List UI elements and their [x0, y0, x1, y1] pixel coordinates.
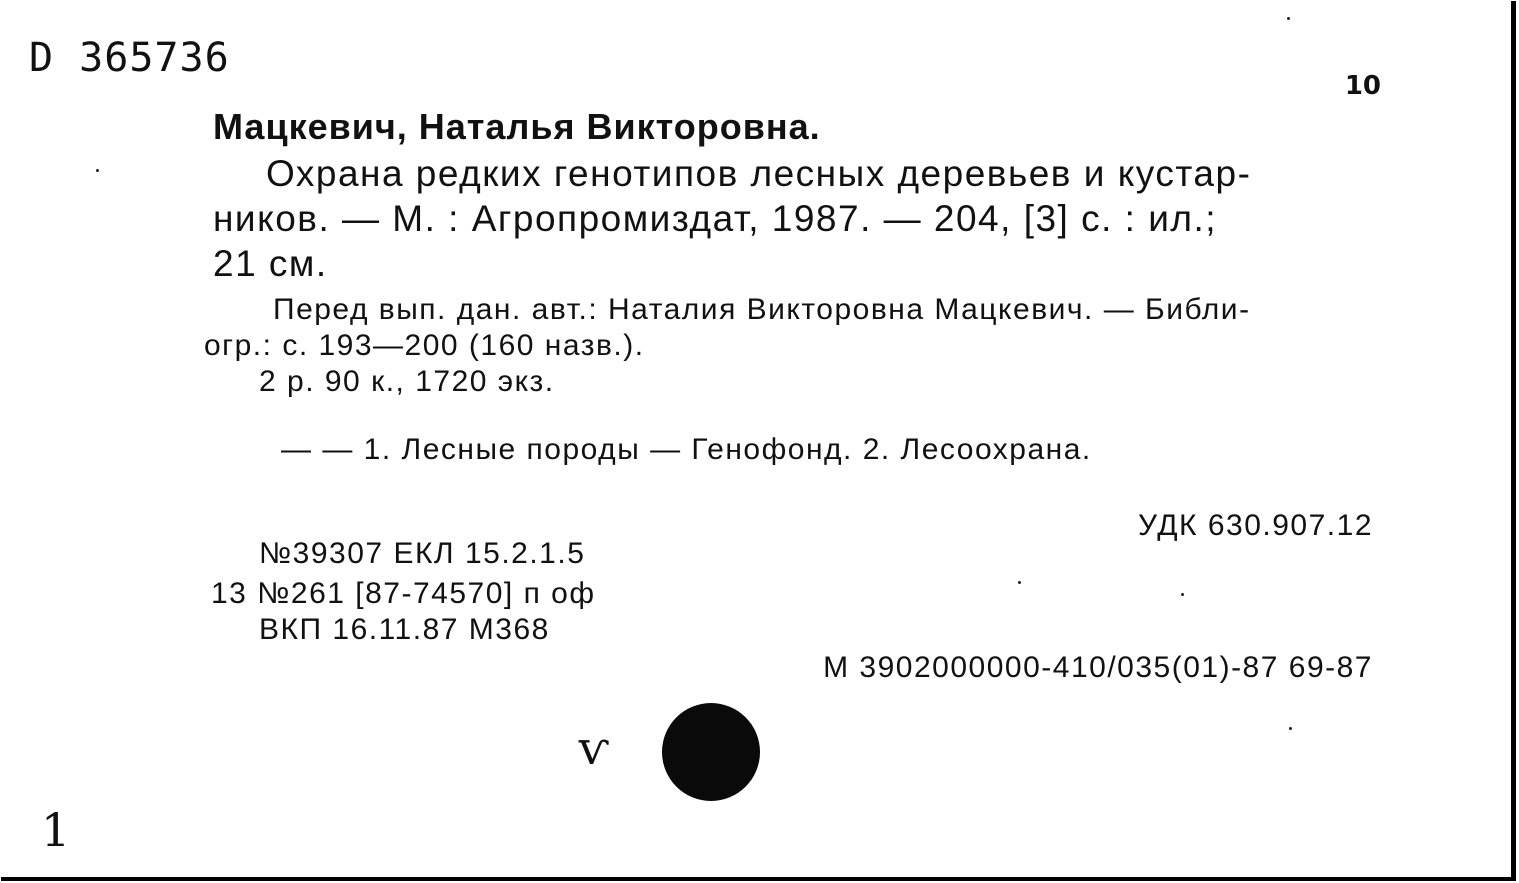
title-line-1: Охрана редких генотипов лесных деревьев и кустар- [266, 153, 1252, 194]
corner-handwritten-number: 1 [41, 803, 71, 857]
title-line-3: 21 см. [213, 243, 328, 284]
imprint-line-2: 13 №261 [87-74570] п оф [211, 577, 596, 610]
ink-speck [1181, 593, 1184, 596]
ink-speck [1289, 727, 1292, 730]
price-line: 2 р. 90 к., 1720 экз. [259, 365, 555, 398]
punched-hole-mark [662, 703, 760, 801]
imprint-line-1: №39307 ЕКЛ 15.2.1.5 [259, 537, 586, 570]
ink-speck [1018, 581, 1021, 584]
author-heading: Мацкевич, Наталья Викторовна. [213, 106, 821, 147]
imprint-line-3: ВКП 16.11.87 М368 [259, 613, 550, 646]
handwritten-mark: ѵ [578, 721, 610, 775]
ink-speck [96, 169, 99, 172]
note-line-1: Перед вып. дан. авт.: Наталия Викторовна Мацкевич. — Библи- [273, 293, 1251, 326]
title-line-2: ников. — М. : Агропромиздат, 1987. — 204, [3] с. : ил.; [213, 198, 1218, 239]
udk-classification: УДК 630.907.12 [1138, 509, 1373, 542]
subject-headings: — — 1. Лесные породы — Генофонд. 2. Лесоохрана. [281, 433, 1092, 466]
call-number: D 365736 [29, 35, 230, 81]
note-line-2: огр.: с. 193—200 (160 назв.). [204, 329, 645, 362]
corner-mark: 10 [1344, 71, 1381, 101]
ink-speck [1287, 17, 1290, 20]
publication-code: М 3902000000-410/035(01)-87 69-87 [823, 651, 1373, 684]
catalog-card [1, 1, 1516, 881]
